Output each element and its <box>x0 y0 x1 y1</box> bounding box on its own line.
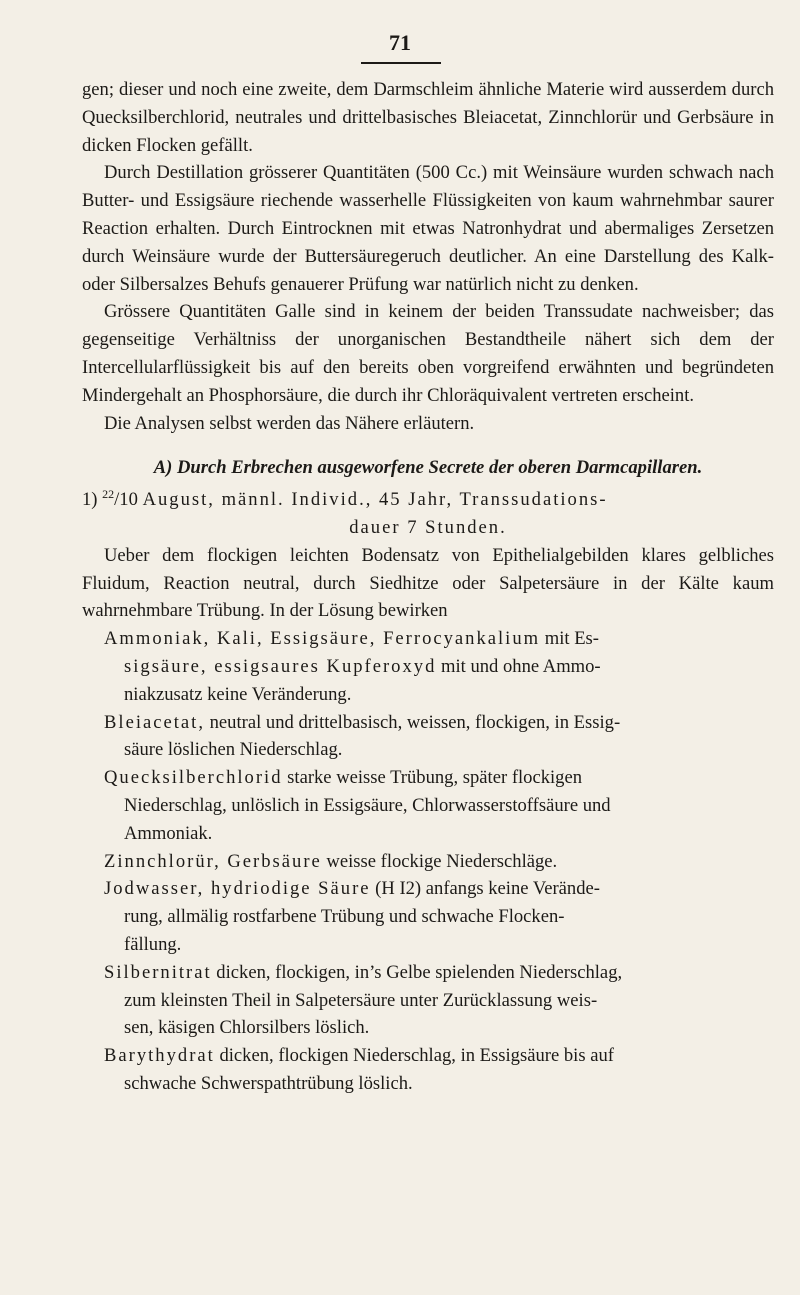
reagent-3 <box>104 764 774 847</box>
reagent-5 <box>104 875 774 958</box>
body-text <box>82 76 774 1098</box>
reagent-1-cont <box>124 653 774 681</box>
reagent-6-cont: zum kleinsten Theil in Salpetersäure unter Zurücklassung weis- <box>124 989 598 1011</box>
reagent-1-text: mit Es- <box>540 628 599 650</box>
sample-name: August, männl. Individ., 45 Jahr, Transsudations- <box>142 489 608 511</box>
sample-date-day: 22 <box>102 486 115 501</box>
p1-line-2: wird ausserdem durch Quecksilberchlorid, neutrales und drittelbasisches <box>82 79 774 128</box>
reagent-3-cont: Niederschlag, unlöslich in Essigsäure, Chlorwasserstoffsäure und <box>124 794 611 816</box>
reagent-1-text-2: mit und ohne Ammo- <box>436 655 601 677</box>
sample-duration: dauer 7 Stunden. <box>349 516 507 538</box>
reagent-7-cont: schwache Schwerspathtrübung löslich. <box>124 1072 413 1094</box>
reagent-6-cont-2: sen, käsigen Chlorsilbers löslich. <box>124 1017 370 1039</box>
reagent-4 <box>104 848 774 876</box>
paragraph-3: Grössere Quantitäten Galle sind in keinem der beiden Transsudate nachweisber; das gegenseitige Verhältniss der unorganischen Bestandtheile nähert sich dem der Intercellularflüssigkeit bis auf den bereits oben vorgreifend erwähnten und begründeten Mindergehalt an Phosphorsäure, die durch ihr Chloräquivalent vertreten erscheint. <box>82 301 774 406</box>
reagent-2-text: neutral und drittelbasisch, weissen, flockigen, in Essig- <box>204 711 621 733</box>
reagent-1-cont-2: niakzusatz keine Veränderung. <box>124 683 352 705</box>
reagent-5-text: (H I2) anfangs keine Verände- <box>370 878 600 900</box>
sample-number: 1) <box>82 489 103 511</box>
sample-date-month: /10 <box>114 489 143 511</box>
reagent-7-text: dicken, flockigen Niederschlag, in Essigsäure bis auf <box>214 1045 614 1067</box>
reagent-6-text: dicken, flockigen, in’s Gelbe spielenden Niederschlag, <box>211 961 623 983</box>
reagent-3-cont-2: Ammoniak. <box>124 822 213 844</box>
reagent-4-text: weisse flockige Niederschläge. <box>321 850 558 872</box>
reagent-5-cont: rung, allmälig rostfarbene Trübung und schwache Flocken- <box>124 906 565 928</box>
paragraph-1 <box>82 76 774 159</box>
reagent-1-names-2: sigsäure, essigsaures Kupferoxyd <box>124 655 437 677</box>
paragraph-5: Ueber dem flockigen leichten Bodensatz von Epithelialgebilden klares gelbliches Fluidum, Reaction neutral, durch Siedhitze oder Salpetersäure in der Kälte kaum wahrnehmbare Trübung. In der Lösung bewirken <box>82 544 774 622</box>
reagent-1-names: Ammoniak, Kali, Essigsäure, Ferrocyankalium <box>104 628 541 650</box>
reagent-7 <box>104 1042 774 1098</box>
reagent-2 <box>104 709 774 765</box>
p1-line-3: Bleiacetat, Zinnchlorür und Gerbsäure in dicken Flocken gefällt. <box>82 106 775 156</box>
page-number-rule <box>361 62 441 64</box>
reagent-4-name: Zinnchlorür, Gerbsäure <box>104 850 322 872</box>
reagent-3-text: starke weisse Trübung, später flockigen <box>282 767 583 789</box>
reagent-6-name: Silbernitrat <box>104 961 212 983</box>
paragraph-2: Durch Destillation grösserer Quantitäten (500 Cc.) mit Weinsäure wurden schwach nach Butter- und Essigsäure riechende wasserhelle Flüssigkeiten von kaum wahrnehmbar saurer Reaction erhalten. Durch Eintrocknen mit etwas Natronhydrat und abermaliges Zersetzen durch Weinsäure wurde der Buttersäuregeruch deutlicher. An eine Darstellung des Kalk- oder Silbersalzes Behufs genauerer Prüfung war natürlich nicht zu denken. <box>82 162 774 295</box>
page-number: 71 <box>389 30 411 55</box>
reagent-1 <box>104 625 774 708</box>
paragraph-4: Die Analysen selbst werden das Nähere erläutern. <box>104 412 475 434</box>
p1-line-1: gen; dieser und noch eine zweite, dem Darmschleim ähnliche Materie <box>82 79 605 100</box>
sample-heading <box>82 486 774 542</box>
reagent-2-cont: säure löslichen Niederschlag. <box>124 739 343 761</box>
reagent-5-cont-2: fällung. <box>124 933 182 955</box>
reagent-6 <box>104 959 774 1042</box>
reagent-5-name: Jodwasser, hydriodige Säure <box>104 878 371 900</box>
section-heading: A) Durch Erbrechen ausgeworfene Secrete der oberen Darmcapillaren. <box>153 457 703 479</box>
reagent-3-name: Quecksilberchlorid <box>104 767 283 789</box>
reagent-7-name: Barythydrat <box>104 1045 215 1067</box>
reagent-2-name: Bleiacetat, <box>104 711 205 733</box>
